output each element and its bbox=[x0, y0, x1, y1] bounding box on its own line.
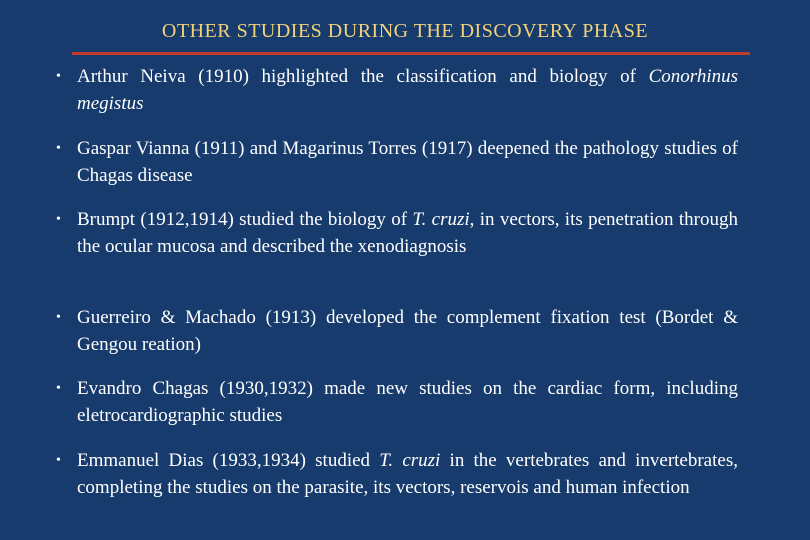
bullet-dot: • bbox=[56, 212, 61, 227]
bullet-text-part: Gaspar Vianna (1911) and Magarinus Torres (1917) deepened the pathology studies of Chagas disease bbox=[77, 138, 738, 186]
bullet-text bbox=[77, 207, 738, 260]
bullet-text-part: Arthur Neiva (1910) highlighted the classification and biology of bbox=[77, 66, 649, 87]
bullet-text-part: Evandro Chagas (1930,1932) made new studies on the cardiac form, including eletrocardiographic studies bbox=[77, 378, 738, 426]
bullet-text-part: Emmanuel Dias (1933,1934) studied bbox=[77, 450, 380, 471]
bullet-text bbox=[77, 305, 738, 358]
title-divider bbox=[72, 52, 750, 55]
bullet-text bbox=[77, 64, 738, 117]
bullet-item-brumpt bbox=[56, 207, 738, 260]
bullet-dot: • bbox=[56, 381, 61, 396]
bullet-item-vianna-torres bbox=[56, 136, 738, 189]
bullet-text-part: Brumpt (1912,1914) studied the biology of bbox=[77, 209, 413, 230]
bullet-dot: • bbox=[56, 141, 61, 156]
bullet-dot: • bbox=[56, 453, 61, 468]
slide-title: OTHER STUDIES DURING THE DISCOVERY PHASE bbox=[161, 20, 649, 42]
bullet-item-guerreiro-machado bbox=[56, 305, 738, 358]
bullet-text-part: Guerreiro & Machado (1913) developed the complement fixation test (Bordet & Gengou reation) bbox=[77, 307, 738, 355]
bullet-text bbox=[77, 376, 738, 429]
bullet-text bbox=[77, 136, 738, 189]
bullet-italic-species: T. cruzi bbox=[379, 450, 441, 471]
bullet-item-neiva bbox=[56, 64, 738, 117]
bullet-dot: • bbox=[56, 310, 61, 325]
bullet-dot: • bbox=[56, 69, 61, 84]
bullet-italic-species: T. cruzi bbox=[412, 209, 470, 230]
bullet-item-emmanuel-dias bbox=[56, 448, 738, 501]
bullet-item-evandro-chagas bbox=[56, 376, 738, 429]
bullet-italic-species: Conorhinus megistus bbox=[77, 66, 738, 114]
bullet-text bbox=[77, 448, 738, 501]
bullet-text-part: , in vectors, its penetration through the ocular mucosa and described the xenodiagnosis bbox=[77, 209, 738, 257]
bullet-text-part: in the vertebrates and invertebrates, completing the studies on the parasite, its vectors, reservois and human infection bbox=[77, 450, 738, 498]
